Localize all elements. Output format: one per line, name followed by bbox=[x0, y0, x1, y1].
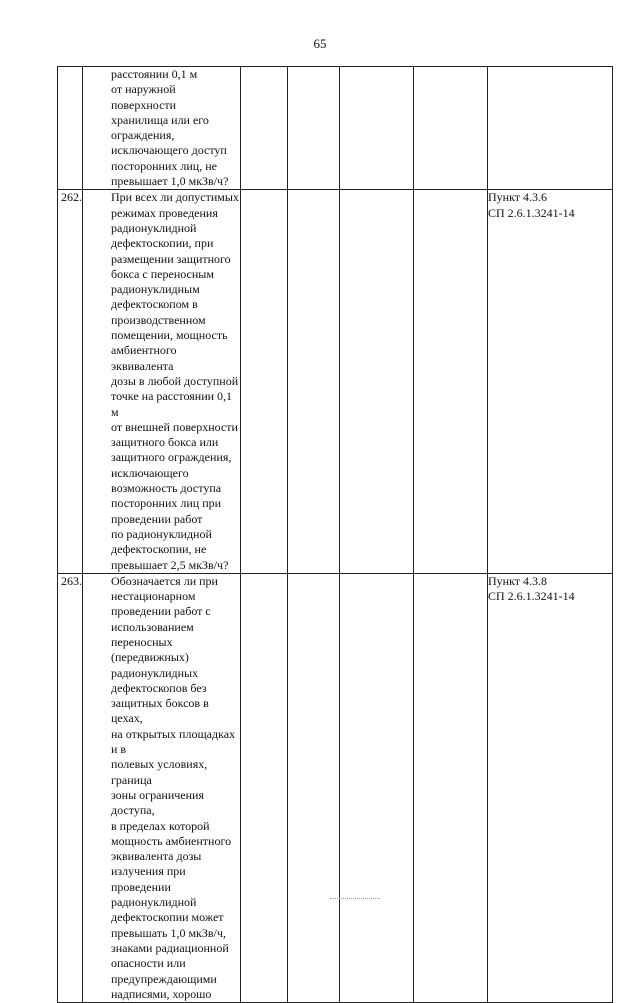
item-number: 263. bbox=[61, 573, 82, 588]
question-line: проведении работ bbox=[111, 511, 203, 526]
question-line: радионуклидным bbox=[111, 282, 200, 297]
table-row bbox=[58, 573, 613, 1002]
question-line: нестационарном bbox=[111, 589, 196, 604]
question-line: радионуклидной bbox=[111, 220, 197, 235]
answer-yes-cell[interactable] bbox=[241, 573, 288, 1002]
question-line: точке на расстоянии 0,1 м bbox=[111, 389, 233, 419]
question-line: надписями, хорошо bbox=[111, 986, 212, 1001]
notes-cell[interactable] bbox=[414, 190, 488, 573]
question-line: дозы в любой доступной bbox=[111, 373, 239, 388]
question-line: полевых условиях, граница bbox=[111, 757, 208, 787]
table-row bbox=[58, 67, 613, 190]
question-line: на открытых площадках и в bbox=[111, 726, 236, 757]
question-line: Обозначается ли при bbox=[111, 573, 218, 588]
question-line: защитного ограждения, bbox=[111, 450, 232, 465]
item-number-cell bbox=[58, 573, 83, 1002]
answer-na-cell[interactable] bbox=[340, 67, 414, 190]
question-line: производственном bbox=[111, 312, 206, 327]
answer-no-cell[interactable] bbox=[288, 67, 340, 190]
question-line: в пределах которой bbox=[111, 818, 210, 833]
question-line: переносных (передвижных) bbox=[111, 634, 189, 665]
question-line: эквивалента дозы bbox=[111, 849, 202, 864]
question-line: амбиентного эквивалента bbox=[111, 343, 177, 373]
question-line: посторонних лиц при bbox=[111, 496, 222, 511]
question-cell bbox=[83, 573, 241, 1002]
question-line: возможность доступа bbox=[111, 481, 222, 496]
question-line: от наружной поверхности bbox=[111, 82, 177, 112]
answer-na-cell[interactable] bbox=[340, 573, 414, 1002]
reference-line: Пункт 4.3.8 bbox=[488, 573, 548, 588]
question-line: знаками радиационной bbox=[111, 940, 229, 955]
question-line: превышает 1,0 мкЗв/ч? bbox=[111, 174, 229, 189]
reference-line: СП 2.6.1.3241-14 bbox=[488, 205, 575, 220]
question-line: превышать 1,0 мкЗв/ч, bbox=[111, 925, 226, 940]
item-number: 262. bbox=[61, 190, 82, 205]
answer-na-cell[interactable] bbox=[340, 190, 414, 573]
reference-line: СП 2.6.1.3241-14 bbox=[488, 589, 575, 604]
question-line: опасности или bbox=[111, 956, 186, 971]
answer-no-cell[interactable] bbox=[288, 573, 340, 1002]
reference-line: Пункт 4.3.6 bbox=[488, 190, 548, 205]
question-line: расстоянии 0,1 м bbox=[111, 67, 198, 81]
question-line: проведении работ с bbox=[111, 604, 211, 619]
question-line: предупреждающими bbox=[111, 971, 217, 986]
notes-cell[interactable] bbox=[414, 573, 488, 1002]
question-line: мощность амбиентного bbox=[111, 833, 232, 848]
answer-yes-cell[interactable] bbox=[241, 190, 288, 573]
answer-yes-cell[interactable] bbox=[241, 67, 288, 190]
question-line: исключающего доступ bbox=[111, 143, 227, 158]
question-line: хранилища или его bbox=[111, 112, 209, 127]
item-number-cell bbox=[58, 67, 83, 190]
question-line: исключающего bbox=[111, 465, 189, 480]
question-line: дефектоскопии, не bbox=[111, 542, 207, 557]
question-line: защитного бокса или bbox=[111, 435, 219, 450]
question-line: ограждения, bbox=[111, 128, 175, 143]
question-line: превышает 2,5 мкЗв/ч? bbox=[111, 557, 229, 572]
question-line: посторонних лиц, не bbox=[111, 158, 217, 173]
question-line: бокса с переносным bbox=[111, 266, 214, 281]
answer-no-cell[interactable] bbox=[288, 190, 340, 573]
question-line: дефектоскопом в bbox=[111, 297, 198, 312]
question-line: радионуклидных bbox=[111, 665, 199, 680]
reference-cell bbox=[488, 67, 613, 190]
table-row bbox=[58, 190, 613, 573]
question-line: радионуклидной bbox=[111, 895, 197, 910]
question-line: помещении, мощность bbox=[111, 328, 228, 343]
question-line: дефектоскопов без bbox=[111, 680, 207, 695]
question-line: от внешней поверхности bbox=[111, 419, 238, 434]
question-line: дефектоскопии, при bbox=[111, 236, 214, 251]
question-line: использованием bbox=[111, 619, 194, 634]
question-cell bbox=[83, 67, 241, 190]
question-line: режимах проведения bbox=[111, 205, 218, 220]
question-line: по радионуклидной bbox=[111, 526, 212, 541]
question-line: размещении защитного bbox=[111, 251, 231, 266]
question-line: зоны ограничения доступа, bbox=[111, 787, 204, 818]
item-number-cell bbox=[58, 190, 83, 573]
reference-cell bbox=[488, 573, 613, 1002]
checklist-table bbox=[57, 66, 613, 1003]
question-line: защитных боксов в цехах, bbox=[111, 696, 209, 726]
reference-cell bbox=[488, 190, 613, 573]
question-line: дефектоскопии может bbox=[111, 910, 224, 925]
question-cell bbox=[83, 190, 241, 573]
scan-artifact bbox=[330, 898, 380, 902]
notes-cell[interactable] bbox=[414, 67, 488, 190]
question-line: излучения при проведении bbox=[111, 864, 186, 894]
page-number: 65 bbox=[313, 36, 327, 51]
question-line: При всех ли допустимых bbox=[111, 190, 239, 205]
